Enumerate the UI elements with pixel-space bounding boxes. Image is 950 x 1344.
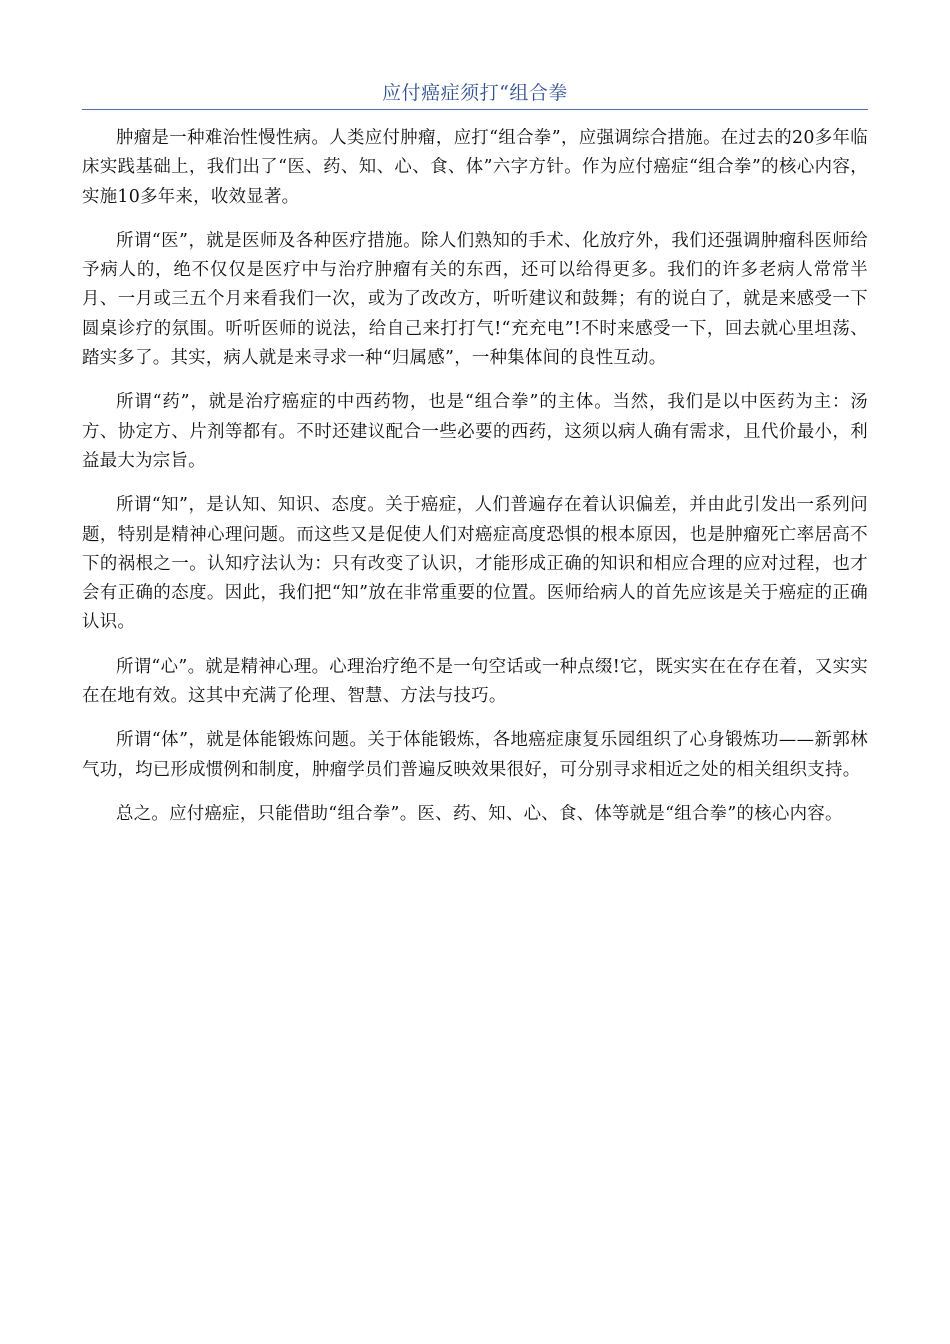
document-body (82, 124, 868, 844)
paragraph-xin: 所谓“心”。就是精神心理。心理治疗绝不是一句空话或一种点缀!它，既实实在在存在着，又实实在在地有效。这其中充满了伦理、智慧、方法与技巧。 (82, 656, 868, 707)
paragraph-conclusion: 总之。应付癌症，只能借助“组合拳”。医、药、知、心、食、体等就是“组合拳”的核心内容。 (116, 803, 843, 824)
paragraph-ti: 所谓“体”，就是体能锻炼问题。关于体能锻炼，各地癌症康复乐园组织了心身锻炼功——新郭林气功，均已形成惯例和制度，肿瘤学员们普遍反映效果很好，可分别寻求相近之处的相关组织支持。 (82, 730, 868, 780)
document-header (82, 80, 868, 110)
paragraph-zhi: 所谓“知”，是认知、知识、态度。关于癌症，人们普遍存在着认识偏差，并由此引发出一系列问题，特别是精神心理问题。而这些又是促使人们对癌症高度恐惧的根本原因，也是肿瘤死亡率居高不下的祸根之一。认知疗法认为：只有改变了认识，才能形成正确的知识和相应合理的应对过程，也才会有正确的态度。因此，我们把“知”放在非常重要的位置。医师给病人的首先应该是关于癌症的正确认识。 (82, 495, 868, 633)
paragraph-yi: 所谓“医”，就是医师及各种医疗措施。除人们熟知的手术、化放疗外，我们还强调肿瘤科医师给予病人的，绝不仅仅是医疗中与治疗肿瘤有关的东西，还可以给得更多。我们的许多老病人常常半月、一月或三五个月来看我们一次，或为了改改方，听听建议和鼓舞；有的说白了，就是来感受一下圆桌诊疗的氛围。听听医师的说法，给自己来打打气!“充充电”!不时来感受一下，回去就心里坦荡、踏实多了。其实，病人就是来寻求一种“归属感”，一种集体间的良性互动。 (82, 230, 868, 369)
header-divider (82, 109, 868, 110)
paragraph-yao: 所谓“药”，就是治疗癌症的中西药物，也是“组合拳”的主体。当然，我们是以中医药为主：汤方、协定方、片剂等都有。不时还建议配合一些必要的西药，这须以病人确有需求，且代价最小，利益最大为宗旨。 (82, 392, 868, 471)
document-title: 应付癌症须打“组合拳 (382, 82, 568, 104)
paragraph-intro: 肿瘤是一种难治性慢性病。人类应付肿瘤，应打“组合拳”，应强调综合措施。在过去的20多年临床实践基础上，我们出了“医、药、知、心、食、体”六字方针。作为应付癌症“组合拳”的核心内容，实施10多年来，收效显著。 (82, 128, 868, 207)
